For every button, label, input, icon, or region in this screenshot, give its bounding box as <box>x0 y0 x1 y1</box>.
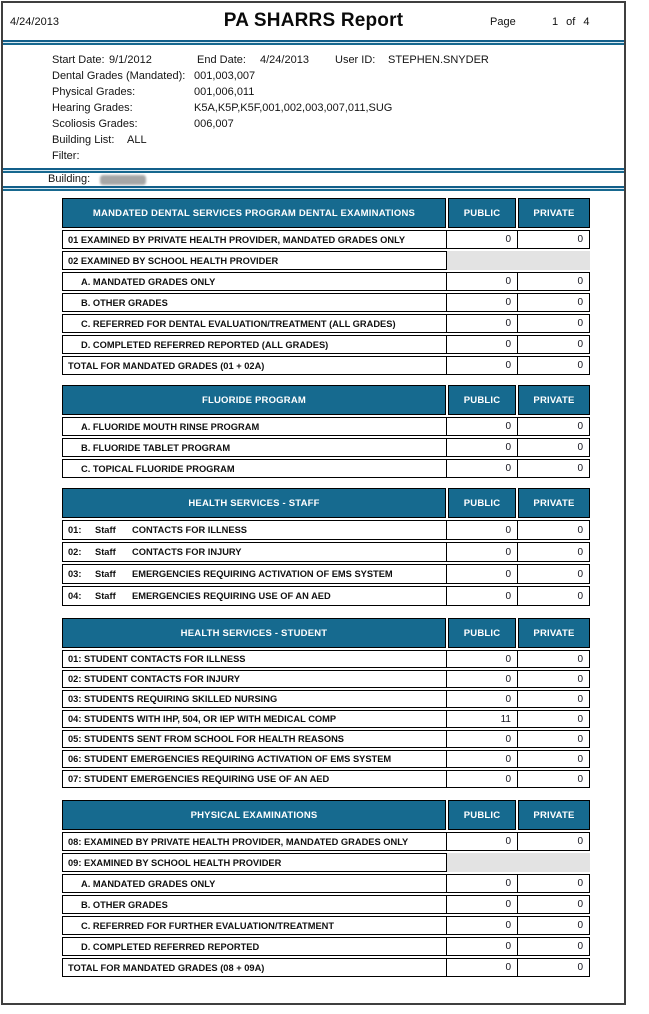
building-list-value: ALL <box>127 134 147 146</box>
row-label: 01 EXAMINED BY PRIVATE HEALTH PROVIDER, MANDATED GRADES ONLY <box>62 230 447 249</box>
row-label: C. REFERRED FOR FURTHER EVALUATION/TREATMENT <box>62 916 447 935</box>
shaded-value-cell <box>447 251 590 270</box>
column-header-public: PUBLIC <box>448 198 516 228</box>
table-row <box>62 417 590 436</box>
table-row <box>62 690 590 708</box>
table-section <box>62 385 590 478</box>
column-header-private: PRIVATE <box>518 618 590 648</box>
private-value-cell: 0 <box>518 438 590 457</box>
public-value-cell: 0 <box>447 564 518 584</box>
table-row <box>62 520 590 540</box>
public-value-cell: 0 <box>447 438 518 457</box>
public-value-cell: 0 <box>447 586 518 606</box>
table-header-row <box>62 488 590 518</box>
scoliosis-grades-label: Scoliosis Grades: <box>52 118 138 130</box>
column-header-public: PUBLIC <box>448 385 516 415</box>
public-value-cell: 0 <box>447 230 518 249</box>
table-header-row <box>62 385 590 415</box>
end-date-value: 4/24/2013 <box>260 54 309 66</box>
table-section <box>62 198 590 375</box>
row-label: A. FLUORIDE MOUTH RINSE PROGRAM <box>62 417 447 436</box>
column-header-public: PUBLIC <box>448 618 516 648</box>
report-page <box>1 1 626 1005</box>
public-value-cell: 0 <box>447 272 518 291</box>
start-date-label: Start Date: <box>52 54 105 66</box>
start-date-value: 9/1/2012 <box>109 54 152 66</box>
row-label: 04: STUDENTS WITH IHP, 504, OR IEP WITH MEDICAL COMP <box>62 710 447 728</box>
row-label: D. COMPLETED REFERRED REPORTED <box>62 937 447 956</box>
table-title: PHYSICAL EXAMINATIONS <box>62 800 446 830</box>
table-row <box>62 438 590 457</box>
table-row <box>62 730 590 748</box>
public-value-cell: 0 <box>447 690 518 708</box>
info-line-hearing <box>3 102 624 117</box>
public-value-cell: 0 <box>447 520 518 540</box>
row-label: 03: STUDENTS REQUIRING SKILLED NURSING <box>62 690 447 708</box>
table-row <box>62 459 590 478</box>
row-label: 07: STUDENT EMERGENCIES REQUIRING USE OF AN AED <box>62 770 447 788</box>
table-title: FLUORIDE PROGRAM <box>62 385 446 415</box>
table-section <box>62 488 590 606</box>
table-header-row <box>62 198 590 228</box>
page-label: Page <box>490 16 516 28</box>
row-label: 01: STUDENT CONTACTS FOR ILLNESS <box>62 650 447 668</box>
column-header-private: PRIVATE <box>518 385 590 415</box>
public-value-cell: 0 <box>447 417 518 436</box>
private-value-cell: 0 <box>518 650 590 668</box>
public-value-cell: 0 <box>447 730 518 748</box>
row-label: 02 EXAMINED BY SCHOOL HEALTH PROVIDER <box>62 251 447 270</box>
private-value-cell: 0 <box>518 356 590 375</box>
table-row <box>62 356 590 375</box>
report-tables <box>62 198 590 989</box>
row-label <box>62 564 447 584</box>
hearing-grades-label: Hearing Grades: <box>52 102 133 114</box>
public-value-cell: 0 <box>447 459 518 478</box>
private-value-cell: 0 <box>518 586 590 606</box>
row-label: B. OTHER GRADES <box>62 293 447 312</box>
private-value-cell: 0 <box>518 710 590 728</box>
row-label-text: CONTACTS FOR INJURY <box>132 547 242 557</box>
private-value-cell: 0 <box>518 895 590 914</box>
row-number: 02: <box>68 547 82 557</box>
table-row <box>62 564 590 584</box>
header-divider-rule <box>3 40 624 45</box>
private-value-cell: 0 <box>518 690 590 708</box>
row-subject: Staff <box>95 525 116 535</box>
row-label: C. TOPICAL FLUORIDE PROGRAM <box>62 459 447 478</box>
private-value-cell: 0 <box>518 520 590 540</box>
table-row <box>62 750 590 768</box>
public-value-cell: 0 <box>447 670 518 688</box>
private-value-cell: 0 <box>518 874 590 893</box>
row-number: 03: <box>68 569 82 579</box>
table-row <box>62 314 590 333</box>
user-id-value: STEPHEN.SNYDER <box>388 54 489 66</box>
public-value-cell: 0 <box>447 895 518 914</box>
row-number: 04: <box>68 591 82 601</box>
row-label: A. MANDATED GRADES ONLY <box>62 272 447 291</box>
shaded-value-cell <box>447 853 590 872</box>
column-header-public: PUBLIC <box>448 488 516 518</box>
info-line-scoliosis <box>3 118 624 133</box>
public-value-cell: 0 <box>447 874 518 893</box>
row-label: C. REFERRED FOR DENTAL EVALUATION/TREATMENT (ALL GRADES) <box>62 314 447 333</box>
public-value-cell: 0 <box>447 958 518 977</box>
row-label: 08: EXAMINED BY PRIVATE HEALTH PROVIDER, MANDATED GRADES ONLY <box>62 832 447 851</box>
row-label <box>62 586 447 606</box>
table-row <box>62 916 590 935</box>
row-subject: Staff <box>95 547 116 557</box>
table-title: HEALTH SERVICES - STUDENT <box>62 618 446 648</box>
row-label: B. OTHER GRADES <box>62 895 447 914</box>
table-row <box>62 650 590 668</box>
row-number: 01: <box>68 525 82 535</box>
row-label <box>62 520 447 540</box>
private-value-cell: 0 <box>518 958 590 977</box>
info-line-physical <box>3 86 624 101</box>
column-header-private: PRIVATE <box>518 800 590 830</box>
private-value-cell: 0 <box>518 937 590 956</box>
page-number: 1 of 4 <box>552 16 590 28</box>
table-header-row <box>62 618 590 648</box>
row-label: A. MANDATED GRADES ONLY <box>62 874 447 893</box>
row-label: 02: STUDENT CONTACTS FOR INJURY <box>62 670 447 688</box>
table-title: HEALTH SERVICES - STAFF <box>62 488 446 518</box>
table-row <box>62 230 590 249</box>
table-row <box>62 251 590 270</box>
building-divider-rule-top <box>3 168 624 173</box>
public-value-cell: 0 <box>447 356 518 375</box>
public-value-cell: 0 <box>447 832 518 851</box>
public-value-cell: 0 <box>447 770 518 788</box>
table-header-row <box>62 800 590 830</box>
table-row <box>62 958 590 977</box>
redacted-building-name <box>100 175 146 185</box>
column-header-private: PRIVATE <box>518 488 590 518</box>
physical-grades-value: 001,006,011 <box>194 86 255 98</box>
table-row <box>62 586 590 606</box>
private-value-cell: 0 <box>518 750 590 768</box>
end-date-label: End Date: <box>197 54 246 66</box>
building-divider-rule-bottom <box>3 186 624 191</box>
table-row <box>62 937 590 956</box>
public-value-cell: 0 <box>447 542 518 562</box>
table-section <box>62 618 590 788</box>
dental-grades-value: 001,003,007 <box>194 70 256 82</box>
row-subject: Staff <box>95 569 116 579</box>
info-line-filter <box>3 150 624 165</box>
private-value-cell: 0 <box>518 459 590 478</box>
private-value-cell: 0 <box>518 335 590 354</box>
row-label: TOTAL FOR MANDATED GRADES (01 + 02A) <box>62 356 447 375</box>
page-title: PA SHARRS Report <box>223 10 404 31</box>
public-value-cell: 0 <box>447 650 518 668</box>
table-section <box>62 800 590 977</box>
info-line-dates <box>3 54 624 69</box>
table-row <box>62 874 590 893</box>
public-value-cell: 0 <box>447 335 518 354</box>
private-value-cell: 0 <box>518 293 590 312</box>
table-title: MANDATED DENTAL SERVICES PROGRAM DENTAL EXAMINATIONS <box>62 198 446 228</box>
table-row <box>62 293 590 312</box>
dental-grades-label: Dental Grades (Mandated): <box>52 70 186 82</box>
info-line-building-list <box>3 134 624 149</box>
table-row <box>62 853 590 872</box>
private-value-cell: 0 <box>518 542 590 562</box>
private-value-cell: 0 <box>518 417 590 436</box>
building-label: Building: <box>48 173 91 185</box>
private-value-cell: 0 <box>518 770 590 788</box>
private-value-cell: 0 <box>518 272 590 291</box>
public-value-cell: 0 <box>447 750 518 768</box>
table-row <box>62 542 590 562</box>
table-row <box>62 670 590 688</box>
table-row <box>62 770 590 788</box>
public-value-cell: 0 <box>447 916 518 935</box>
report-date: 4/24/2013 <box>10 16 59 28</box>
private-value-cell: 0 <box>518 230 590 249</box>
row-label: 06: STUDENT EMERGENCIES REQUIRING ACTIVATION OF EMS SYSTEM <box>62 750 447 768</box>
user-id-label: User ID: <box>335 54 376 66</box>
physical-grades-label: Physical Grades: <box>52 86 136 98</box>
column-header-public: PUBLIC <box>448 800 516 830</box>
table-row <box>62 335 590 354</box>
row-label-text: EMERGENCIES REQUIRING USE OF AN AED <box>132 591 331 601</box>
table-row <box>62 272 590 291</box>
row-label: B. FLUORIDE TABLET PROGRAM <box>62 438 447 457</box>
row-label: 09: EXAMINED BY SCHOOL HEALTH PROVIDER <box>62 853 447 872</box>
info-line-dental <box>3 70 624 85</box>
table-row <box>62 710 590 728</box>
row-label-text: EMERGENCIES REQUIRING ACTIVATION OF EMS SYSTEM <box>132 569 393 579</box>
row-label <box>62 542 447 562</box>
row-label: D. COMPLETED REFERRED REPORTED (ALL GRADES) <box>62 335 447 354</box>
row-subject: Staff <box>95 591 116 601</box>
building-list-label: Building List: <box>52 134 115 146</box>
column-header-private: PRIVATE <box>518 198 590 228</box>
public-value-cell: 11 <box>447 710 518 728</box>
public-value-cell: 0 <box>447 293 518 312</box>
table-row <box>62 832 590 851</box>
table-row <box>62 895 590 914</box>
public-value-cell: 0 <box>447 937 518 956</box>
private-value-cell: 0 <box>518 564 590 584</box>
private-value-cell: 0 <box>518 832 590 851</box>
row-label: 05: STUDENTS SENT FROM SCHOOL FOR HEALTH REASONS <box>62 730 447 748</box>
scoliosis-grades-value: 006,007 <box>194 118 234 130</box>
row-label: TOTAL FOR MANDATED GRADES (08 + 09A) <box>62 958 447 977</box>
private-value-cell: 0 <box>518 670 590 688</box>
row-label-text: CONTACTS FOR ILLNESS <box>132 525 248 535</box>
private-value-cell: 0 <box>518 730 590 748</box>
filter-label: Filter: <box>52 150 80 162</box>
private-value-cell: 0 <box>518 916 590 935</box>
private-value-cell: 0 <box>518 314 590 333</box>
hearing-grades-value: K5A,K5P,K5F,001,002,003,007,011,SUG <box>194 102 393 114</box>
public-value-cell: 0 <box>447 314 518 333</box>
